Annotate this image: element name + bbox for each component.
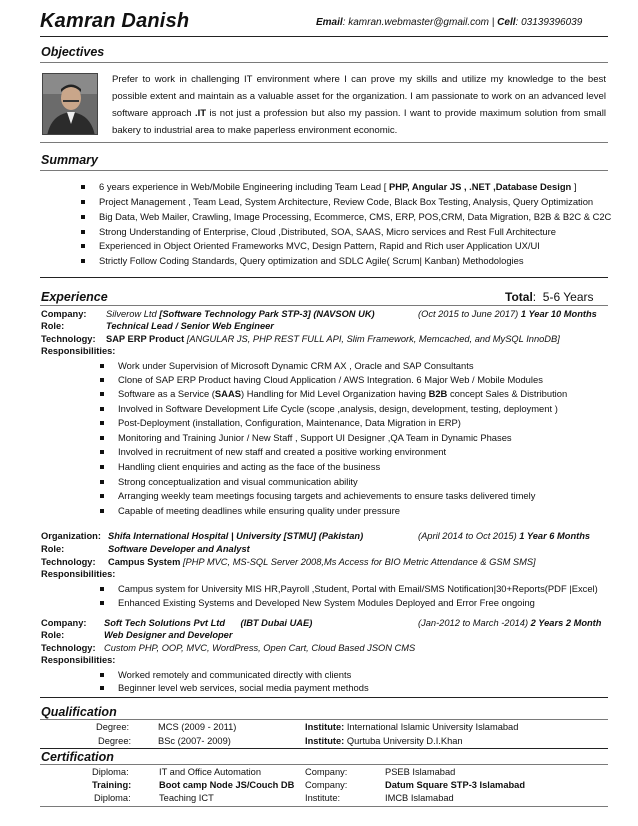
job-role: Web Designer and Developer xyxy=(104,630,233,640)
job-org-label: Company: xyxy=(41,309,87,319)
qual-label: Degree: xyxy=(96,722,130,732)
qualification-divider xyxy=(40,719,608,720)
job-role-label: Role: xyxy=(41,630,65,640)
cert-org: IMCB Islamabad xyxy=(385,793,454,803)
cert-org-label: Company: xyxy=(305,780,348,790)
candidate-name: Kamran Danish xyxy=(40,10,190,32)
cert-org: Datum Square STP-3 Islamabad xyxy=(385,780,526,790)
job-role-label: Role: xyxy=(41,321,65,331)
experience-top-divider xyxy=(40,277,608,278)
experience-total: Total: 5-6 Years xyxy=(505,290,594,304)
qual-value: MCS (2009 - 2011) xyxy=(158,722,237,732)
qualification-heading: Qualification xyxy=(41,705,117,719)
cert-label: Diploma: xyxy=(94,793,131,803)
job-org: Soft Tech Solutions Pvt Ltd (IBT Dubai UAE) xyxy=(104,618,313,628)
job-tech: SAP ERP Product [ANGULAR JS, PHP REST FULL API, Slim Framework, Memcached, and MySQL InnoDB] xyxy=(106,334,560,344)
qual-institute: Institute: International Islamic University Islamabad xyxy=(305,722,519,732)
cell-number: 03139396039 xyxy=(521,17,583,28)
job-dates: (April 2014 to Oct 2015) 1 Year 6 Months xyxy=(418,531,591,541)
cert-org-label: Company: xyxy=(305,767,348,777)
email-label: Email xyxy=(316,17,343,28)
qual-institute: Institute: Qurtuba University D.I.Khan xyxy=(305,736,463,746)
profile-photo xyxy=(42,73,98,135)
job-org-label: Organization: xyxy=(41,531,101,541)
cert-label: Diploma: xyxy=(92,767,129,777)
job-tech: Custom PHP, OOP, MVC, WordPress, Open Cart, Cloud Based JSON CMS xyxy=(104,643,416,653)
qual-value: BSc (2007- 2009) xyxy=(158,736,231,746)
cert-value: Teaching ICT xyxy=(159,793,214,803)
job-dates: (Jan-2012 to March -2014) 2 Years 2 Month xyxy=(418,618,602,628)
job-org: Shifa International Hospital | University [STMU] (Pakistan) xyxy=(108,531,364,541)
job-resp-label: Responsibilities: xyxy=(41,655,116,665)
job-role: Software Developer and Analyst xyxy=(108,544,250,554)
summary-divider xyxy=(40,170,608,171)
job-role-label: Role: xyxy=(41,544,65,554)
cert-label: Training: xyxy=(92,780,132,790)
objectives-text: Prefer to work in challenging IT environment where I can prove my skills and utilize my knowledge to the best possible extent and maintain as a valuable asset for the organization. I am passionate to work on an advanced level software approach .IT is not just a profession but also my passion. I want to provide maximum solution from small bakery to industrial area to make paperless environment economic. xyxy=(112,74,606,136)
job-resp-label: Responsibilities: xyxy=(41,346,116,356)
experience-divider xyxy=(40,305,608,306)
summary-top-divider xyxy=(40,142,608,143)
job-tech-label: Technology: xyxy=(41,557,96,567)
summary-heading: Summary xyxy=(41,153,98,167)
header-divider xyxy=(40,36,608,37)
job-tech-label: Technology: xyxy=(41,334,96,344)
job-resp-label: Responsibilities: xyxy=(41,569,116,579)
cert-value: Boot camp Node JS/Couch DB xyxy=(159,780,295,790)
certification-divider xyxy=(40,764,608,765)
job-dates: (Oct 2015 to June 2017) 1 Year 10 Months xyxy=(418,309,597,319)
cell-label: Cell xyxy=(497,17,516,28)
cert-value: IT and Office Automation xyxy=(159,767,261,777)
job-org-label: Company: xyxy=(41,618,87,628)
qualification-top-divider xyxy=(40,697,608,698)
footer-divider xyxy=(40,806,608,807)
certification-top-divider xyxy=(40,748,608,749)
qual-label: Degree: xyxy=(98,736,132,746)
cert-org: PSEB Islamabad xyxy=(385,767,456,777)
job-role: Technical Lead / Senior Web Engineer xyxy=(106,321,274,331)
experience-heading: Experience xyxy=(41,290,108,304)
job-org: Silverow Ltd [Software Technology Park STP-3] (NAVSON UK) xyxy=(106,309,375,319)
objectives-heading: Objectives xyxy=(41,45,105,59)
certification-heading: Certification xyxy=(41,750,114,764)
cert-org-label: Institute: xyxy=(305,793,341,803)
job-tech: Campus System [PHP MVC, MS-SQL Server 2008,Ms Access for BIO Metric Attendance & GSM SMS] xyxy=(108,557,536,567)
job-tech-label: Technology: xyxy=(41,643,96,653)
email-address[interactable]: kamran.webmaster@gmail.com xyxy=(348,17,489,28)
contact-line: Email: kamran.webmaster@gmail.com | Cell: 03139396039 xyxy=(316,17,583,28)
objectives-divider xyxy=(40,62,608,63)
